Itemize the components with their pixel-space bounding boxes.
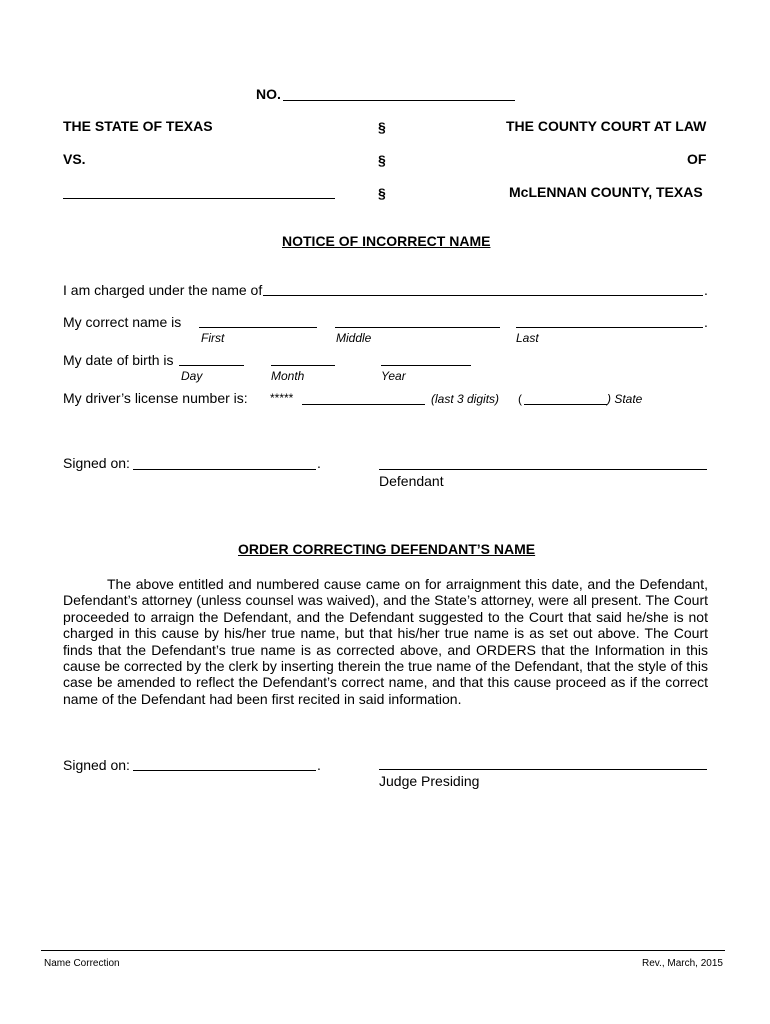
first-name-field[interactable]: [199, 327, 317, 328]
month-caption: Month: [271, 369, 305, 383]
caption-of: OF: [687, 151, 707, 167]
section-mark: §: [378, 152, 386, 168]
year-caption: Year: [381, 369, 406, 383]
footer-form-name: Name Correction: [44, 958, 120, 969]
footer-divider: [41, 950, 725, 951]
dob-month-field[interactable]: [271, 365, 335, 366]
state-caption: ) State: [607, 392, 643, 406]
period: .: [317, 455, 321, 471]
dob-day-field[interactable]: [179, 365, 244, 366]
middle-name-field[interactable]: [335, 327, 500, 328]
signed-on-label: Signed on:: [63, 757, 130, 773]
charged-name-field[interactable]: [263, 295, 703, 296]
caption-county: McLENNAN COUNTY, TEXAS: [509, 184, 703, 200]
first-caption: First: [201, 331, 225, 345]
order-title: ORDER CORRECTING DEFENDANT’S NAME: [238, 541, 536, 557]
caption-vs: VS.: [63, 151, 86, 167]
period: .: [704, 282, 708, 298]
notice-title: NOTICE OF INCORRECT NAME: [282, 233, 491, 249]
case-number-field[interactable]: [283, 100, 515, 101]
license-state-field[interactable]: [524, 404, 607, 405]
correct-name-label: My correct name is: [63, 314, 182, 330]
judge-signed-date-field[interactable]: [133, 770, 316, 771]
defendant-signature-field[interactable]: [379, 469, 707, 470]
charged-name-label: I am charged under the name of: [63, 282, 263, 298]
license-digits-field[interactable]: [302, 404, 425, 405]
last-name-field[interactable]: [516, 327, 703, 328]
order-body: The above entitled and numbered cause came on for arraignment this date, and the Defendant, Defendant’s attorney (unless counsel was waived), and the State’s attorney, were all present. The Court proceeded to arraign the Defendant, and the Defendant suggested to the Court that said he/she is not charged in this cause by his/her true name, but that his/her true name is as set out above. The Court finds that the Defendant’s true name is as corrected above, and ORDERS that the Information in this cause be corrected by the clerk by inserting therein the true name of the Defendant, that the style of this case be amended to reflect the Defendant’s correct name, and that this cause proceed as if the correct name of the Defendant had been first recited in said information.: [63, 576, 708, 707]
last3-caption: (last 3 digits): [431, 392, 500, 406]
period: .: [317, 757, 321, 773]
middle-caption: Middle: [336, 331, 372, 345]
day-caption: Day: [181, 369, 203, 383]
section-mark: §: [378, 185, 386, 201]
section-mark: §: [378, 119, 386, 135]
footer-revision: Rev., March, 2015: [642, 958, 723, 969]
dob-year-field[interactable]: [381, 365, 471, 366]
license-mask: *****: [270, 391, 294, 405]
paren-open: (: [518, 392, 522, 406]
license-label: My driver’s license number is:: [63, 390, 248, 406]
period: .: [704, 314, 708, 330]
caption-court: THE COUNTY COURT AT LAW: [506, 118, 707, 134]
judge-caption: Judge Presiding: [379, 773, 480, 789]
dob-label: My date of birth is: [63, 352, 174, 368]
defendant-name-field[interactable]: [63, 198, 335, 199]
case-number-label: NO.: [256, 86, 281, 102]
signed-on-label: Signed on:: [63, 455, 130, 471]
defendant-caption: Defendant: [379, 473, 444, 489]
defendant-signed-date-field[interactable]: [133, 469, 316, 470]
judge-signature-field[interactable]: [379, 769, 707, 770]
last-caption: Last: [516, 331, 539, 345]
caption-state: THE STATE OF TEXAS: [63, 118, 213, 134]
